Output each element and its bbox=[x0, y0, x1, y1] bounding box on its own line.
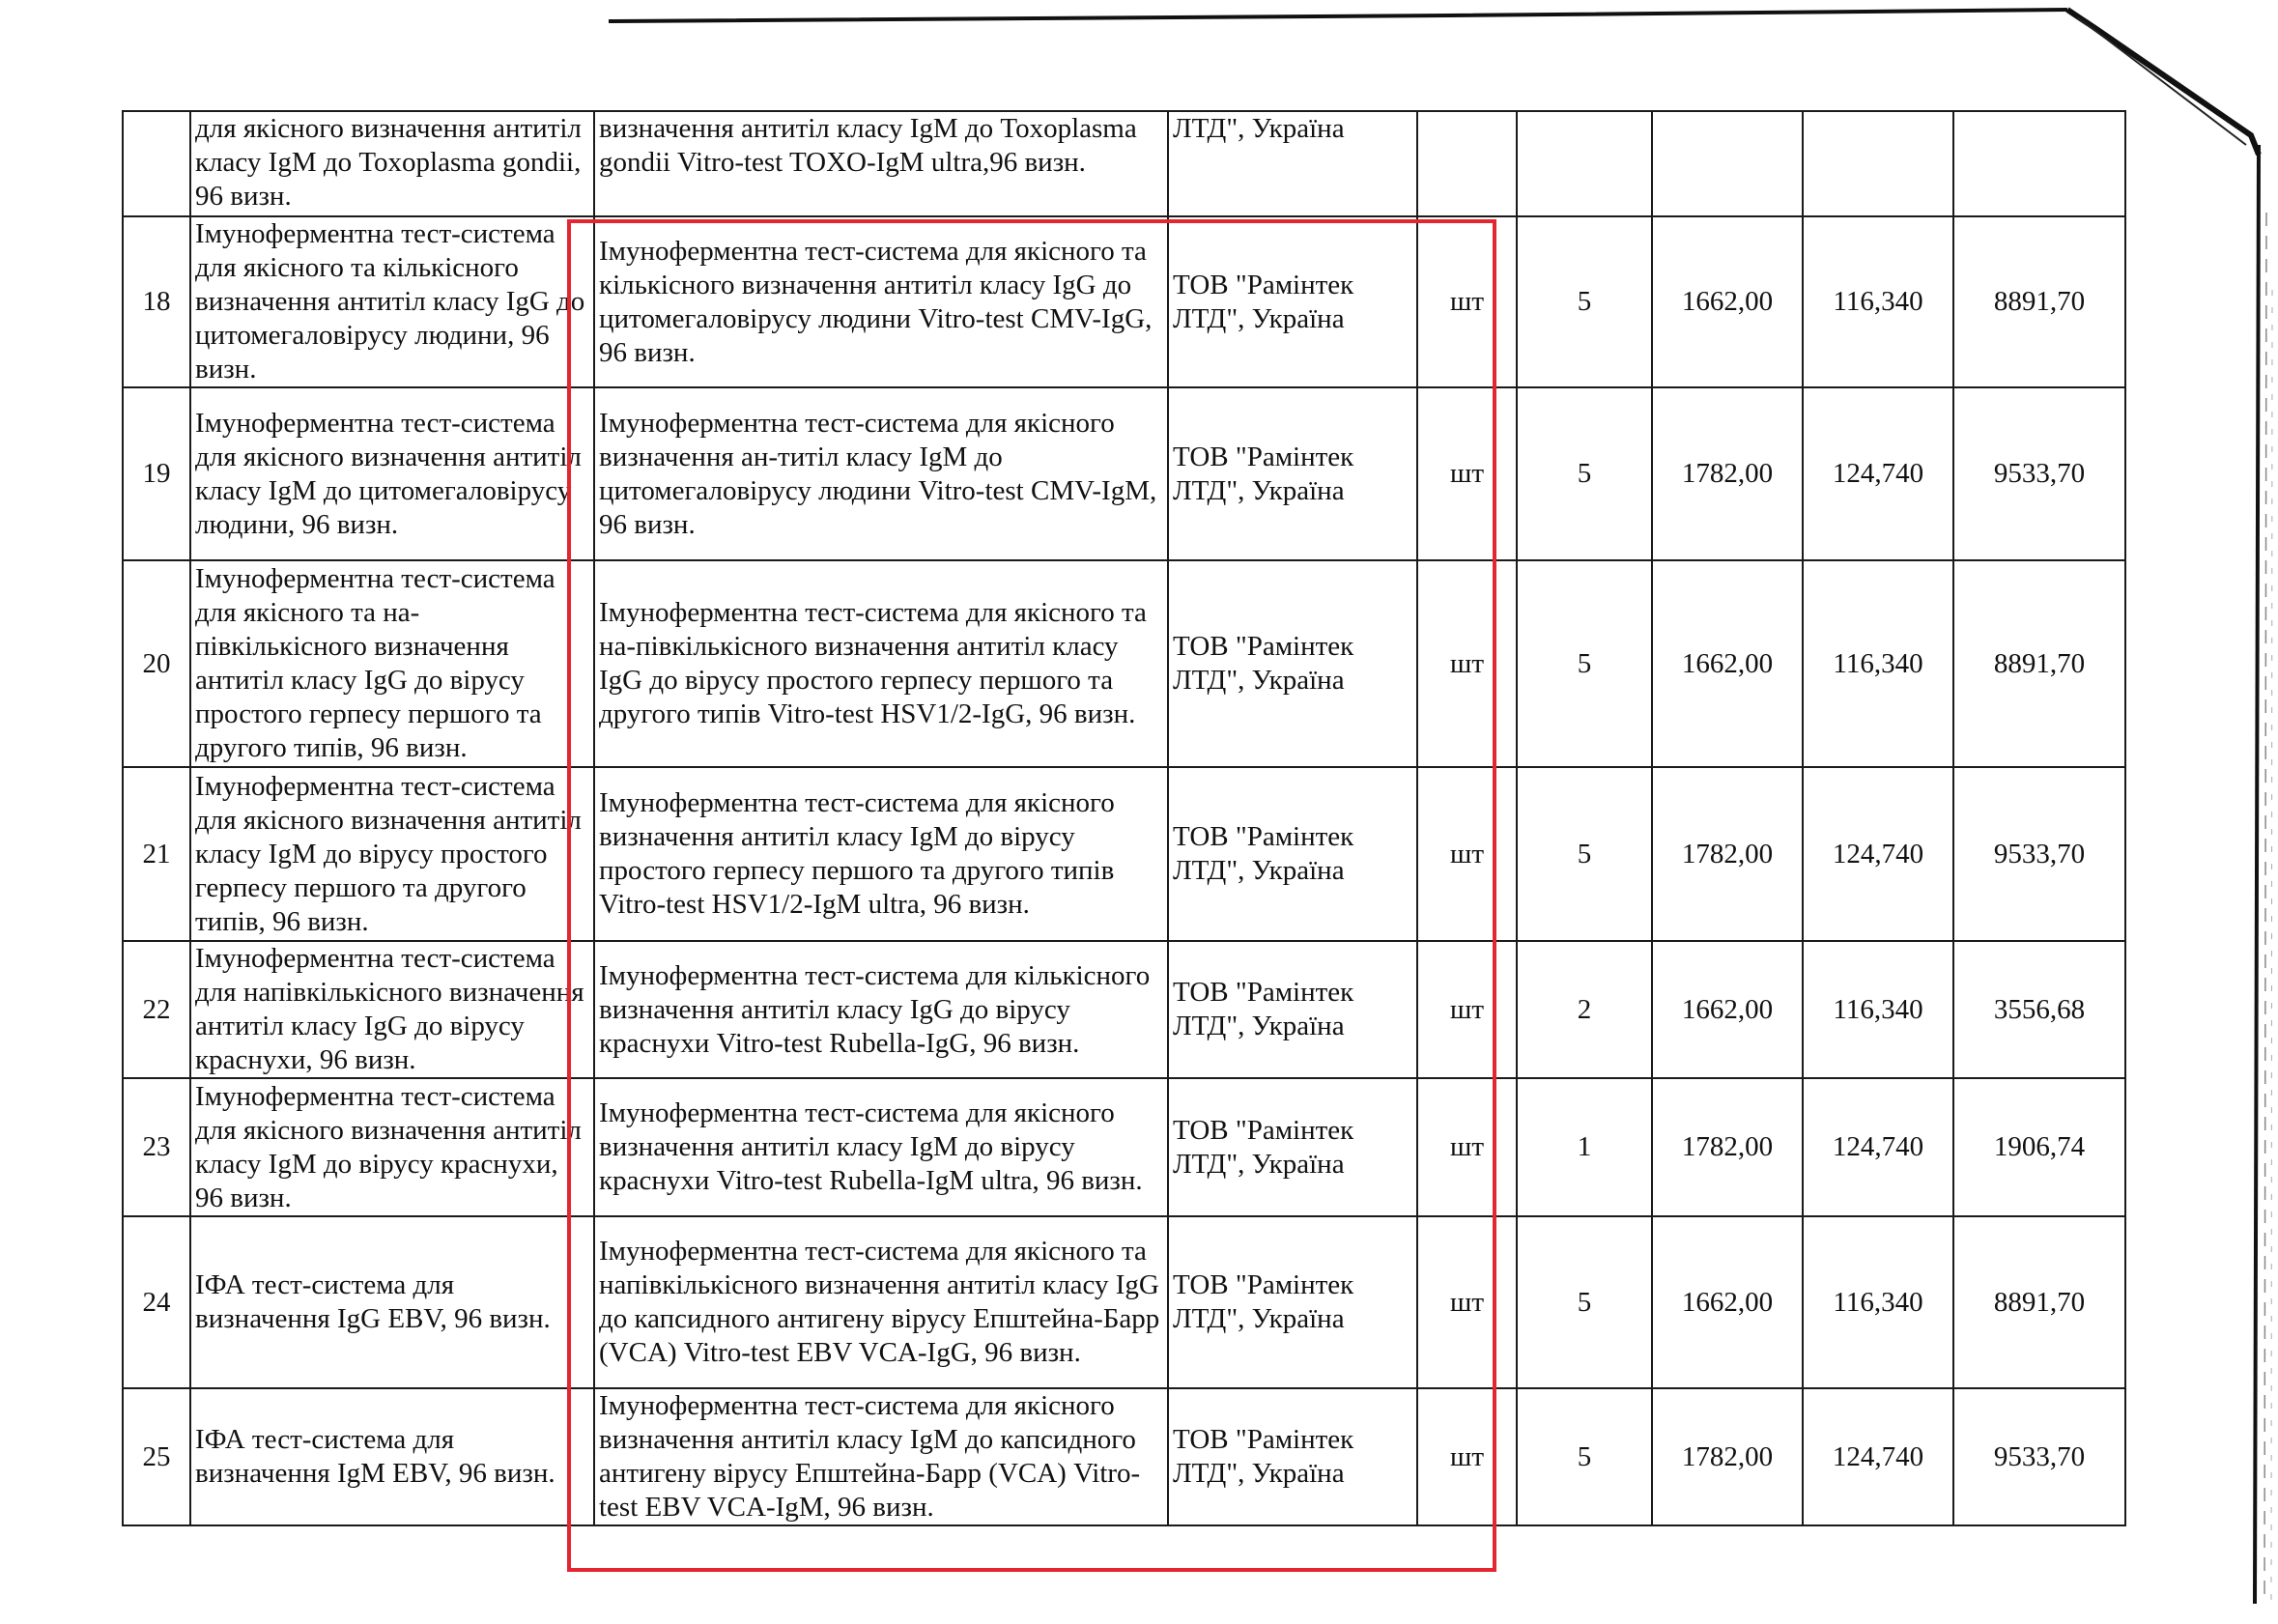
offered-product-description: Імуноферментна тест-система для якісного визначення ан-титіл класу IgM до цитомегаловірусу людини Vitro-test CMV-IgM, 96 визн. bbox=[599, 407, 1157, 540]
supplier-name: ТОВ "Рамінтек ЛТД", Україна bbox=[1173, 1114, 1354, 1180]
supplier-name-cell bbox=[1168, 767, 1417, 941]
row-number-cell bbox=[123, 1078, 190, 1216]
offered-product-description: Імуноферментна тест-система для якісного та напівкількісного визначення антитіл класу IgG до капсидного антигену вірусу Епштейна-Барр (VCA) Vitro-test EBV VCA-IgG, 96 визн. bbox=[599, 1236, 1160, 1368]
quantity-cell bbox=[1517, 1078, 1652, 1216]
requested-item-name-cell bbox=[190, 1388, 594, 1525]
quantity-cell bbox=[1517, 1216, 1652, 1388]
quantity-cell bbox=[1517, 767, 1652, 941]
offered-product-description: Імуноферментна тест-система для якісного та кількісного визначення антитіл класу IgG до цитомегаловірусу людини Vitro-test CMV-IgG, 96 визн. bbox=[599, 235, 1153, 368]
table-row bbox=[123, 111, 2125, 216]
unit-of-measure-cell bbox=[1417, 1388, 1517, 1525]
quantity-cell bbox=[1517, 560, 1652, 767]
unit-of-measure-cell bbox=[1417, 111, 1517, 216]
row-number: 24 bbox=[142, 1286, 171, 1318]
supplier-name: ТОВ "Рамінтек ЛТД", Україна bbox=[1173, 977, 1354, 1041]
supplier-name: ТОВ "Рамінтек ЛТД", Україна bbox=[1173, 631, 1354, 696]
unit-price-cell bbox=[1652, 387, 1803, 560]
quantity: 5 bbox=[1577, 1286, 1592, 1318]
unit-of-measure-cell bbox=[1417, 767, 1517, 941]
requested-item-name: ІФА тест-система для визначення IgG EBV, 96 визн. bbox=[195, 1269, 551, 1334]
total-amount: 9533,70 bbox=[1993, 458, 2086, 489]
offered-product-description: Імуноферментна тест-система для якісного визначення антитіл класу IgM до вірусу простого герпесу першого та другого типів Vitro-test HSV1/2-IgM ultra, 96 визн. bbox=[599, 787, 1115, 920]
unit-price: 1662,00 bbox=[1681, 993, 1774, 1025]
offered-product-description-cell bbox=[594, 560, 1168, 767]
total-amount-cell bbox=[1953, 1388, 2125, 1525]
supplier-name: ТОВ "Рамінтек ЛТД", Україна bbox=[1173, 441, 1354, 506]
total-amount-cell bbox=[1953, 387, 2125, 560]
unit-of-measure-cell bbox=[1417, 1216, 1517, 1388]
requested-item-name: Імуноферментна тест-система для напівкількісного визначення антитіл класу IgG до вірусу краснухи, 96 визн. bbox=[195, 943, 584, 1075]
total-amount-cell bbox=[1953, 767, 2125, 941]
unit-of-measure: шт bbox=[1449, 647, 1484, 679]
unit-price-cell bbox=[1652, 1216, 1803, 1388]
quantity: 5 bbox=[1577, 838, 1592, 869]
offered-product-description-cell bbox=[594, 1216, 1168, 1388]
supplier-name-cell bbox=[1168, 387, 1417, 560]
table-row bbox=[123, 216, 2125, 387]
unit-of-measure: шт bbox=[1449, 458, 1484, 489]
unit-price-cell bbox=[1652, 941, 1803, 1078]
requested-item-name: ІФА тест-система для визначення IgM EBV, 96 визн. bbox=[195, 1424, 555, 1489]
quantity-cell bbox=[1517, 387, 1652, 560]
vat-amount-cell bbox=[1803, 387, 1953, 560]
offered-product-description-cell bbox=[594, 216, 1168, 387]
vat-amount-cell bbox=[1803, 560, 1953, 767]
quantity: 2 bbox=[1577, 993, 1592, 1025]
total-amount-cell bbox=[1953, 216, 2125, 387]
requested-item-name: Імуноферментна тест-система для якісного визначення антитіл класу IgM до цитомегаловірусу людини, 96 визн. bbox=[195, 407, 582, 540]
table-row bbox=[123, 941, 2125, 1078]
total-amount-cell bbox=[1953, 1216, 2125, 1388]
product-specification-table bbox=[122, 110, 2126, 1526]
offered-product-description: Імуноферментна тест-система для якісного визначення антитіл класу IgM до вірусу краснухи Vitro-test Rubella-IgM ultra, 96 визн. bbox=[599, 1097, 1143, 1196]
unit-price: 1662,00 bbox=[1681, 286, 1774, 317]
requested-item-name-cell bbox=[190, 111, 594, 216]
row-number: 25 bbox=[142, 1440, 171, 1472]
total-amount: 1906,74 bbox=[1993, 1131, 2086, 1162]
row-number-cell bbox=[123, 560, 190, 767]
requested-item-name: Імуноферментна тест-система для якісного та кількісного визначення антитіл класу IgG до цитомегаловірусу людини, 96 визн. bbox=[195, 218, 585, 385]
total-amount: 8891,70 bbox=[1993, 647, 2086, 679]
requested-item-name: Імуноферментна тест-система для якісного визначення антитіл класу IgM до вірусу краснухи, 96 визн. bbox=[195, 1080, 582, 1213]
supplier-name-cell bbox=[1168, 560, 1417, 767]
row-number: 21 bbox=[142, 838, 171, 869]
row-number: 22 bbox=[142, 993, 171, 1025]
offered-product-description: визначення антитіл класу IgM до Toxoplasma gondii Vitro-test TOXO-IgM ultra,96 визн. bbox=[599, 113, 1137, 178]
table-row bbox=[123, 1388, 2125, 1525]
offered-product-description-cell bbox=[594, 387, 1168, 560]
unit-price: 1782,00 bbox=[1681, 838, 1774, 869]
total-amount-cell bbox=[1953, 111, 2125, 216]
table-body bbox=[123, 111, 2125, 1525]
quantity-cell bbox=[1517, 1388, 1652, 1525]
unit-price-cell bbox=[1652, 767, 1803, 941]
unit-price-cell bbox=[1652, 216, 1803, 387]
quantity: 1 bbox=[1577, 1131, 1592, 1162]
unit-price: 1782,00 bbox=[1681, 458, 1774, 489]
vat-amount-cell bbox=[1803, 767, 1953, 941]
quantity-cell bbox=[1517, 216, 1652, 387]
offered-product-description: Імуноферментна тест-система для якісного та на-півкількісного визначення антитіл класу IgG до вірусу простого герпесу першого та другого типів Vitro-test HSV1/2-IgG, 96 визн. bbox=[599, 597, 1147, 729]
quantity-cell bbox=[1517, 941, 1652, 1078]
vat-amount: 124,740 bbox=[1832, 1440, 1924, 1472]
requested-item-name-cell bbox=[190, 1078, 594, 1216]
quantity: 5 bbox=[1577, 458, 1592, 489]
supplier-name-cell bbox=[1168, 216, 1417, 387]
offered-product-description-cell bbox=[594, 111, 1168, 216]
unit-of-measure-cell bbox=[1417, 1078, 1517, 1216]
unit-price: 1782,00 bbox=[1681, 1131, 1774, 1162]
vat-amount-cell bbox=[1803, 216, 1953, 387]
unit-of-measure: шт bbox=[1449, 838, 1484, 869]
unit-price-cell bbox=[1652, 1078, 1803, 1216]
unit-of-measure-cell bbox=[1417, 387, 1517, 560]
quantity: 5 bbox=[1577, 647, 1592, 679]
unit-of-measure-cell bbox=[1417, 560, 1517, 767]
supplier-name: ТОВ "Рамінтек ЛТД", Україна bbox=[1173, 1424, 1354, 1489]
offered-product-description-cell bbox=[594, 1078, 1168, 1216]
quantity-cell bbox=[1517, 111, 1652, 216]
vat-amount: 116,340 bbox=[1833, 1286, 1923, 1318]
supplier-name: ЛТД", Україна bbox=[1173, 113, 1345, 144]
unit-of-measure: шт bbox=[1449, 1440, 1484, 1472]
unit-of-measure-cell bbox=[1417, 941, 1517, 1078]
requested-item-name-cell bbox=[190, 767, 594, 941]
total-amount: 9533,70 bbox=[1993, 1440, 2086, 1472]
row-number-cell bbox=[123, 111, 190, 216]
vat-amount-cell bbox=[1803, 1388, 1953, 1525]
total-amount-cell bbox=[1953, 941, 2125, 1078]
vat-amount-cell bbox=[1803, 111, 1953, 216]
requested-item-name-cell bbox=[190, 387, 594, 560]
unit-price: 1662,00 bbox=[1681, 1286, 1774, 1318]
supplier-name-cell bbox=[1168, 941, 1417, 1078]
vat-amount: 116,340 bbox=[1833, 993, 1923, 1025]
table-row bbox=[123, 767, 2125, 941]
row-number-cell bbox=[123, 387, 190, 560]
requested-item-name-cell bbox=[190, 941, 594, 1078]
offered-product-description: Імуноферментна тест-система для кількісного визначення антитіл класу IgG до вірусу краснухи Vitro-test Rubella-IgG, 96 визн. bbox=[599, 959, 1151, 1059]
total-amount: 3556,68 bbox=[1993, 993, 2086, 1025]
total-amount: 9533,70 bbox=[1993, 838, 2086, 869]
vat-amount: 116,340 bbox=[1833, 647, 1923, 679]
total-amount: 8891,70 bbox=[1993, 1286, 2086, 1318]
table-row bbox=[123, 387, 2125, 560]
offered-product-description-cell bbox=[594, 1388, 1168, 1525]
unit-of-measure-cell bbox=[1417, 216, 1517, 387]
requested-item-name-cell bbox=[190, 560, 594, 767]
row-number-cell bbox=[123, 767, 190, 941]
requested-item-name-cell bbox=[190, 1216, 594, 1388]
supplier-name-cell bbox=[1168, 1078, 1417, 1216]
vat-amount: 124,740 bbox=[1832, 838, 1924, 869]
offered-product-description-cell bbox=[594, 767, 1168, 941]
requested-item-name-cell bbox=[190, 216, 594, 387]
row-number-cell bbox=[123, 941, 190, 1078]
vat-amount-cell bbox=[1803, 1078, 1953, 1216]
vat-amount-cell bbox=[1803, 941, 1953, 1078]
offered-product-description-cell bbox=[594, 941, 1168, 1078]
table-row bbox=[123, 1216, 2125, 1388]
vat-amount-cell bbox=[1803, 1216, 1953, 1388]
supplier-name: ТОВ "Рамінтек ЛТД", Україна bbox=[1173, 1269, 1354, 1334]
row-number: 19 bbox=[142, 458, 171, 489]
offered-product-description: Імуноферментна тест-система для якісного визначення антитіл класу IgM до капсидного антигену вірусу Епштейна-Барр (VCA) Vitro-test EBV VCA-IgM, 96 визн. bbox=[599, 1390, 1141, 1523]
row-number-cell bbox=[123, 1388, 190, 1525]
unit-price-cell bbox=[1652, 111, 1803, 216]
supplier-name: ТОВ "Рамінтек ЛТД", Україна bbox=[1173, 821, 1354, 886]
requested-item-name: Імуноферментна тест-система для якісного визначення антитіл класу IgM до вірусу простого герпесу першого та другого типів, 96 визн. bbox=[195, 770, 582, 937]
quantity: 5 bbox=[1577, 1440, 1592, 1472]
supplier-name-cell bbox=[1168, 111, 1417, 216]
total-amount-cell bbox=[1953, 1078, 2125, 1216]
row-number: 23 bbox=[142, 1131, 171, 1162]
unit-of-measure: шт bbox=[1449, 1131, 1484, 1162]
table-row bbox=[123, 560, 2125, 767]
row-number-cell bbox=[123, 1216, 190, 1388]
unit-of-measure: шт bbox=[1449, 1286, 1484, 1318]
quantity: 5 bbox=[1577, 286, 1592, 317]
unit-price-cell bbox=[1652, 1388, 1803, 1525]
row-number-cell bbox=[123, 216, 190, 387]
supplier-name-cell bbox=[1168, 1216, 1417, 1388]
vat-amount: 116,340 bbox=[1833, 286, 1923, 317]
total-amount: 8891,70 bbox=[1993, 286, 2086, 317]
unit-of-measure: шт bbox=[1449, 993, 1484, 1025]
paper-top-edge-line bbox=[609, 10, 2067, 21]
supplier-name: ТОВ "Рамінтек ЛТД", Україна bbox=[1173, 269, 1354, 334]
unit-price-cell bbox=[1652, 560, 1803, 767]
unit-of-measure: шт bbox=[1449, 286, 1484, 317]
total-amount-cell bbox=[1953, 560, 2125, 767]
table-row bbox=[123, 1078, 2125, 1216]
paper-right-edge-line bbox=[2255, 145, 2259, 1604]
row-number: 20 bbox=[142, 647, 171, 679]
requested-item-name: Імуноферментна тест-система для якісного та на-півкількісного визначення антитіл класу IgG до вірусу простого герпесу першого та другого типів, 96 визн. bbox=[195, 563, 555, 763]
unit-price: 1662,00 bbox=[1681, 647, 1774, 679]
unit-price: 1782,00 bbox=[1681, 1440, 1774, 1472]
vat-amount: 124,740 bbox=[1832, 458, 1924, 489]
vat-amount: 124,740 bbox=[1832, 1131, 1924, 1162]
requested-item-name: для якісного визначення антитіл класу IgM до Toxoplasma gondii, 96 визн. bbox=[195, 113, 582, 212]
row-number: 18 bbox=[142, 286, 171, 317]
supplier-name-cell bbox=[1168, 1388, 1417, 1525]
